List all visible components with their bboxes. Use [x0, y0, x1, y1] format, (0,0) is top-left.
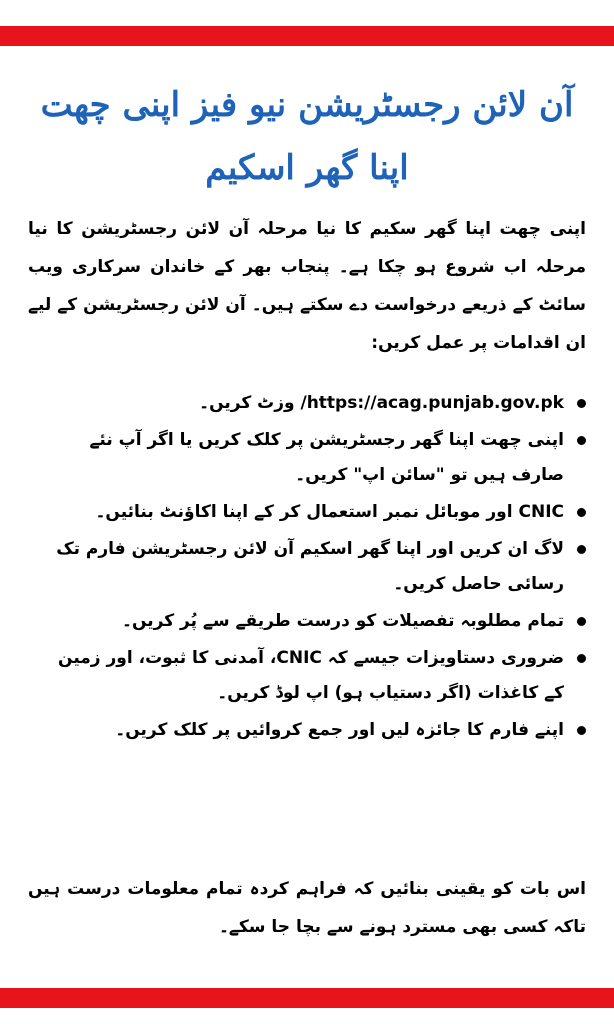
step-visit-website: https://acag.punjab.gov.pk/ وزٹ کریں۔ [44, 386, 564, 421]
step-login-access-form: لاگ ان کریں اور اپنا گھر اسکیم آن لائن رجسٹریشن فارم تک رسائی حاصل کریں۔ [44, 532, 564, 602]
intro-paragraph: اپنی چھت اپنا گھر سکیم کا نیا مرحلہ آن لائن رجسٹریشن کا نیا مرحلہ اب شروع ہو چکا ہے۔ پنجاب بھر کے خاندان سرکاری ویب سائٹ کے ذریعے درخواست دے سکتے ہیں۔ آن لائن رجسٹریشن کے لیے ان اقدامات پر عمل کریں: [28, 219, 586, 353]
step-review-submit: اپنے فارم کا جائزہ لیں اور جمع کروائیں پر کلک کریں۔ [44, 713, 564, 748]
outro-paragraph: اس بات کو یقینی بنائیں کہ فراہم کردہ تمام معلومات درست ہیں تاکہ کسی بھی مسترد ہونے سے بچا جا سکے۔ [28, 879, 586, 937]
page-title-line-1: آن لائن رجسٹریشن نیو فیز اپنی چھت [40, 85, 574, 125]
top-red-bar [0, 26, 614, 46]
page-title-line-2: اپنا گھر اسکیم [205, 148, 409, 188]
step-upload-documents: ضروری دستاویزات جیسے کہ CNIC، آمدنی کا ثبوت، اور زمین کے کاغذات (اگر دستیاب ہو) اپ لوڈ کریں۔ [44, 641, 564, 711]
bottom-red-bar [0, 988, 614, 1008]
step-click-registration: اپنی چھت اپنا گھر رجسٹریشن پر کلک کریں یا اگر آپ نئے صارف ہیں تو "سائن اپ" کریں۔ [44, 423, 564, 493]
step-create-account: CNIC اور موبائل نمبر استعمال کر کے اپنا اکاؤنٹ بنائیں۔ [44, 495, 564, 530]
steps-list [44, 386, 586, 750]
step-fill-details: تمام مطلوبہ تفصیلات کو درست طریقے سے پُر کریں۔ [44, 604, 564, 639]
